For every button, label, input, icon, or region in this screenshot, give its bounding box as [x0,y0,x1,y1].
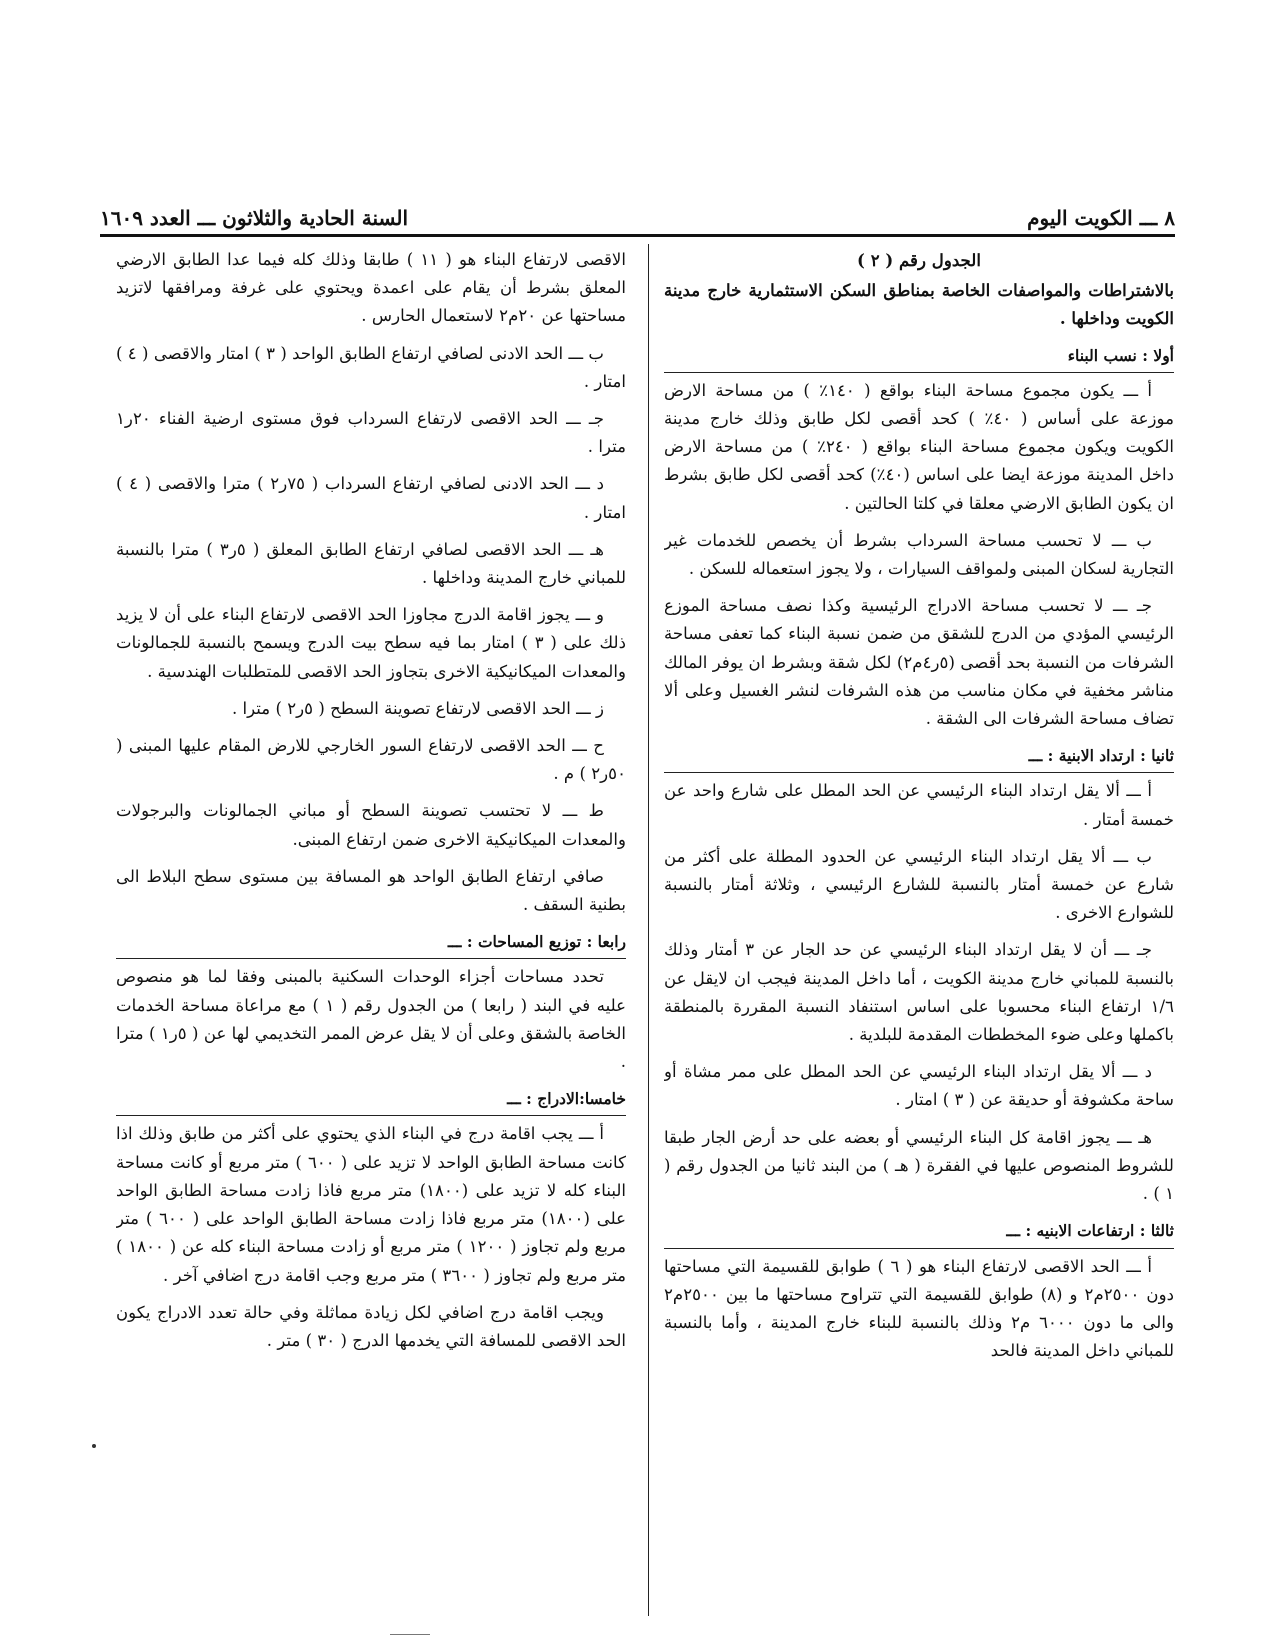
section-heading: خامسا:الادراج : ـــ [116,1085,626,1116]
table-title: الجدول رقم ( ٢ ) [857,250,981,270]
clause-paragraph: ز ـــ الحد الاقصى لارتفاع تصوينة السطح ( ٥ر٢ ) مترا . [231,698,604,718]
header-issue-info: السنة الحادية والثلاثون ـــ العدد ١٦٠٩ [100,206,409,230]
clause-paragraph: أ ـــ ألا يقل ارتداد البناء الرئيسي عن الحد المطل على شارع واحد عن خمسة أمتار . [664,781,1174,829]
page-header [100,200,1175,230]
clause-paragraph: ح ـــ الحد الاقصى لارتفاع السور الخارجي للارض المقام عليها المبنى ( ٥٠ر٢ ) م . [116,736,626,784]
right-column [664,246,1174,1616]
table-subtitle: بالاشتراطات والمواصفات الخاصة بمناطق السكن الاستثمارية خارج مدينة الكويت وداخلها . [664,280,1174,329]
clause-paragraph: أ ـــ يجب اقامة درج في البناء الذي يحتوي على أكثر من طابق وذلك اذا كانت مساحة الطابق الواحد لا تزيد على ( ٦٠٠ ) متر مربع أو كانت مساحة البناء كله لا تزيد على (١٨٠٠) متر مربع فاذا زادت مساحة الطابق الواحد على (١٨٠٠) متر مربع فاذا زادت مساحة الطابق الواحد على ( ٦٠٠ ) متر مربع ولم تجاوز ( ١٢٠٠ ) متر مربع أو زادت مساحة البناء كله عن ( ١٨٠٠ ) متر مربع ولم تجاوز ( ٣٦٠٠ ) متر مربع وجب اقامة درج اضافي آخر . [116,1124,626,1285]
column-divider [648,244,649,1616]
clause-paragraph: د ـــ ألا يقل ارتداد البناء الرئيسي عن الحد المطل على ممر مشاة أو ساحة مكشوفة أو حديقة عن ( ٣ ) امتار . [664,1062,1174,1110]
section-heading: رابعا : توزيع المساحات : ـــ [116,928,626,959]
clause-paragraph: صافي ارتفاع الطابق الواحد هو المسافة بين مستوى سطح البلاط الى بطنية السقف . [116,866,626,915]
scan-mark [390,1634,430,1635]
clause-paragraph: أ ـــ يكون مجموع مساحة البناء بواقع ( ١٤٠٪ ) من مساحة الارض موزعة على أساس ( ٤٠٪ ) كحد أقصى لكل طابق وذلك خارج مدينة الكويت ويكون مجموع مساحة البناء بواقع ( ٢٤٠٪ ) من مساحة الارض داخل المدينة موزعة ايضا على اساس (٤٠٪) كحد أقصى لكل طابق بشرط ان يكون الطابق الارضي معلقا في كلتا الحالتين . [664,380,1174,513]
header-rule [100,234,1175,237]
section-heading: ثالثا : ارتفاعات الابنيه : ـــ [664,1217,1174,1248]
clause-paragraph: هـ ـــ يجوز اقامة كل البناء الرئيسي أو بعضه على حد أرض الجار طبقا للشروط المنصوص عليها في الفقرة ( هـ ) من البند ثانيا من الجدول رقم ( ١ ) . [664,1127,1174,1204]
clause-paragraph: ب ـــ الحد الادنى لصافي ارتفاع الطابق الواحد ( ٣ ) امتار والاقصى ( ٤ ) امتار . [116,343,626,391]
clause-paragraph: تحدد مساحات أجزاء الوحدات السكنية بالمبنى وفقا لما هو منصوص عليه في البند ( رابعا ) من الجدول رقم ( ١ ) مع مراعاة مساحة الخدمات الخاصة بالشقق وعلى أن لا يقل عرض الممر التخديمي لها عن ( ٥ر١ ) مترا . [116,967,626,1072]
scan-mark [92,1444,96,1448]
clause-paragraph: جـ ـــ الحد الاقصى لارتفاع السرداب فوق مستوى ارضية الفناء ٢٠ر١ مترا . [116,409,626,457]
clause-paragraph: هـ ـــ الحد الاقصى لصافي ارتفاع الطابق المعلق ( ٥ر٣ ) مترا بالنسبة للمباني خارج المدينة وداخلها . [116,539,626,588]
clause-paragraph: جـ ـــ أن لا يقل ارتداد البناء الرئيسي عن حد الجار عن ٣ أمتار وذلك بالنسبة للمباني خارج مدينة الكويت ، أما داخل المدينة فيجب ان لايقل عن ١/٦ ارتفاع البناء محسوبا على اساس استنفاد النسبة المقررة بالمنطقة باكملها وعلى ضوء المخططات المقدمة للبلدية . [664,940,1174,1045]
clause-paragraph: د ـــ الحد الادنى لصافي ارتفاع السرداب ( ٧٥ر٢ ) مترا والاقصى ( ٤ ) امتار . [116,474,626,522]
clause-paragraph: جـ ـــ لا تحسب مساحة الادراج الرئيسية وكذا نصف مساحة الموزع الرئيسي المؤدي من الدرج للشقق من ضمن نسبة البناء كما تعفى مساحة الشرفات من النسبة بحد أقصى (٥ر٤م٢) لكل شقة وبشرط ان يوفر المالك مناشر مخفية في مكان مناسب من هذه الشرفات لنشر الغسيل وعلى ألا تضاف مساحة الشرفات الى الشقة . [664,596,1174,729]
left-column [116,246,626,1616]
section-heading: أولا : نسب البناء [664,342,1174,373]
clause-paragraph: ب ـــ ألا يقل ارتداد البناء الرئيسي عن الحدود المطلة على أكثر من شارع عن خمسة أمتار بالنسبة للشارع الرئيسي ، وثلاثة أمتار بالنسبة للشوارع الاخرى . [664,846,1174,923]
clause-paragraph: ط ـــ لا تحتسب تصوينة السطح أو مباني الجمالونات والبرجولات والمعدات الميكانيكية الاخرى ضمن ارتفاع المبنى. [116,801,626,849]
clause-paragraph: أ ـــ الحد الاقصى لارتفاع البناء هو ( ٦ ) طوابق للقسيمة التي مساحتها دون ٢٥٠٠م٢ و (٨) طوابق للقسيمة التي تتراوح مساحتها ما بين ٢٥٠٠م٢ والى ما دون ٦٠٠٠ م٢ وذلك بالنسبة للبناء خارج المدينة ، وأما بالنسبة للمباني داخل المدينة فالحد [664,1256,1174,1361]
paragraph: الاقصى لارتفاع البناء هو ( ١١ ) طابقا وذلك كله فيما عدا الطابق الارضي المعلق بشرط أن يقام على اعمدة ويحتوي على غرفة ومرافقها لاتزيد مساحتها عن ٢٠م٢ لاستعمال الحارس . [116,250,626,326]
section-heading: ثانيا : ارتداد الابنية : ـــ [664,742,1174,773]
clause-paragraph: و ـــ يجوز اقامة الدرج مجاوزا الحد الاقصى لارتفاع البناء على أن لا يزيد ذلك على ( ٣ ) امتار بما فيه سطح بيت الدرج ويسمح بالنسبة للجمالونات والمعدات الميكانيكية الاخرى بتجاوز الحد الاقصى للمتطلبات الهندسية . [116,605,626,681]
header-page-title: ٨ ـــ الكويت اليوم [1027,206,1175,230]
clause-paragraph: ويجب اقامة درج اضافي لكل زيادة مماثلة وفي حالة تعدد الادراج يكون الحد الاقصى للمسافة التي يخدمها الدرج ( ٣٠ ) متر . [116,1302,626,1350]
clause-paragraph: ب ـــ لا تحسب مساحة السرداب بشرط أن يخصص للخدمات غير التجارية لسكان المبنى ولمواقف السيارات ، ولا يجوز استعماله للسكن . [664,530,1174,579]
